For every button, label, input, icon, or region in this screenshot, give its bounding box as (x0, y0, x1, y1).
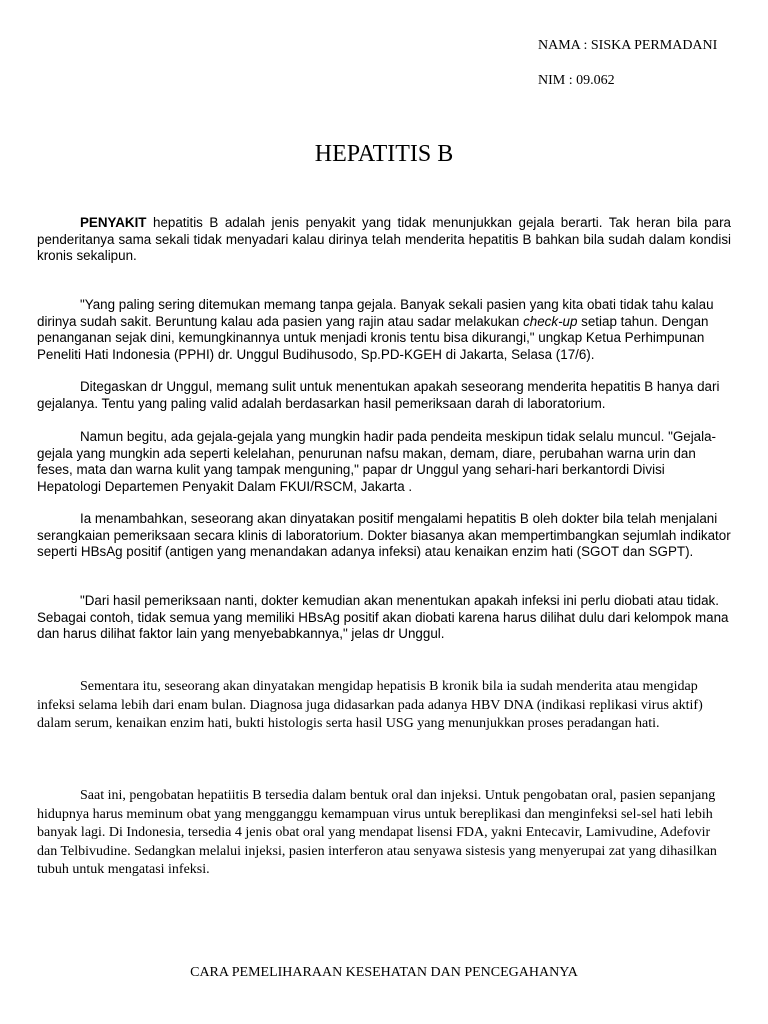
paragraph-indicators: Ia menambahkan, seseorang akan dinyatakan positif mengalami hepatitis B oleh dokter bila telah menjalani serangkaian pemeriksaan secara klinis di laboratorium. Dokter biasanya akan mempertimbangkan sejumlah indikator seperti HBsAg positif (antigen yang menandakan adanya infeksi) atau kenaikan enzim hati (SGOT dan SGPT). (37, 511, 731, 560)
section-heading: CARA PEMELIHARAAN KESEHATAN DAN PENCEGAHANYA (190, 965, 578, 980)
student-name: NAMA : SISKA PERMADANI (538, 38, 718, 53)
paragraph-chronic: Sementara itu, seseorang akan dinyatakan mengidap hepatisis B kronik bila ia sudah menderita atau mengidap infeksi selama lebih dari enam bulan. Diagnosa juga didasarkan pada adanya HBV DNA (indikasi replikasi virus aktif) dalam serum, kenaikan enzim hati, bukti histologis serta hasil USG yang menunjukkan proses peradangan hati. (37, 679, 703, 731)
paragraph-quote-symptoms (37, 297, 731, 363)
emphasis-checkup: check-up (523, 313, 578, 329)
paragraph-intro (37, 215, 731, 265)
paragraph-quote-text-2: setiap tahun. Dengan penanganan sejak dini, kemungkinannya untuk menjadi kronis tentu bisa dikurangi," ungkap Ketua Perhimpunan Peneliti Hati Indonesia (PPHI) dr. Unggul Budihusodo, Sp.PD-KGEH di Jakarta, Selasa (17/6). (37, 313, 709, 362)
paragraph-intro-text: hepatitis B adalah jenis penyakit yang tidak menunjukkan gejala berarti. Tak heran bila para penderitanya sama sekali tidak menyadari kalau dirinya telah menderita hepatitis B bahkan bila sudah dalam kondisi kronis sekalipun. (37, 215, 731, 264)
paragraph-symptoms: Namun begitu, ada gejala-gejala yang mungkin hadir pada pendeita meskipun tidak selalu muncul. "Gejala-gejala yang mungkin ada seperti kelelahan, penurunan nafsu makan, demam, diare, perubahan warna urin dan feses, mata dan warna kulit yang tampak menguning," papar dr Unggul yang sehari-hari berkantordi Divisi Hepatologi Departemen Penyakit Dalam FKUI/RSCM, Jakarta . (37, 429, 716, 494)
paragraph-treatment-decision: "Dari hasil pemeriksaan nanti, dokter kemudian akan menentukan apakah infeksi ini perlu diobati atau tidak. Sebagai contoh, tidak semua yang memiliki HBsAg positif akan diobati karena harus dilihat dulu dari kelompok mana dan harus dilihat faktor lain yang menyebabkannya," jelas dr Unggul. (37, 593, 729, 642)
paragraph-treatment: Saat ini, pengobatan hepatiitis B tersedia dalam bentuk oral dan injeksi. Untuk pengobatan oral, pasien sepanjang hidupnya harus meminum obat yang mengganggu kemampuan virus untuk bereplikasi dan menginfeksi sel-sel hati lebih banyak lagi. Di Indonesia, tersedia 4 jenis obat oral yang mendapat lisensi FDA, yakni Entecavir, Lamivudine, Adefovir dan Telbivudine. Sedangkan melalui injeksi, pasien interferon atau senyawa sistesis yang menyerupai zat yang dihasilkan tubuh untuk mengatasi infeksi. (37, 788, 717, 877)
lead-word: PENYAKIT (80, 215, 147, 230)
paragraph-diagnosis: Ditegaskan dr Unggul, memang sulit untuk menentukan apakah seseorang menderita hepatitis B hanya dari gejalanya. Tentu yang paling valid adalah berdasarkan hasil pemeriksaan darah di laboratorium. (37, 379, 720, 411)
paragraph-quote-text-1: "Yang paling sering ditemukan memang tanpa gejala. Banyak sekali pasien yang kita obati tidak tahu kalau dirinya sudah sakit. Beruntung kalau ada pasien yang rajin atau sadar melakukan (37, 297, 714, 329)
student-nim: NIM : 09.062 (538, 73, 615, 88)
document-title: HEPATITIS B (314, 141, 454, 167)
